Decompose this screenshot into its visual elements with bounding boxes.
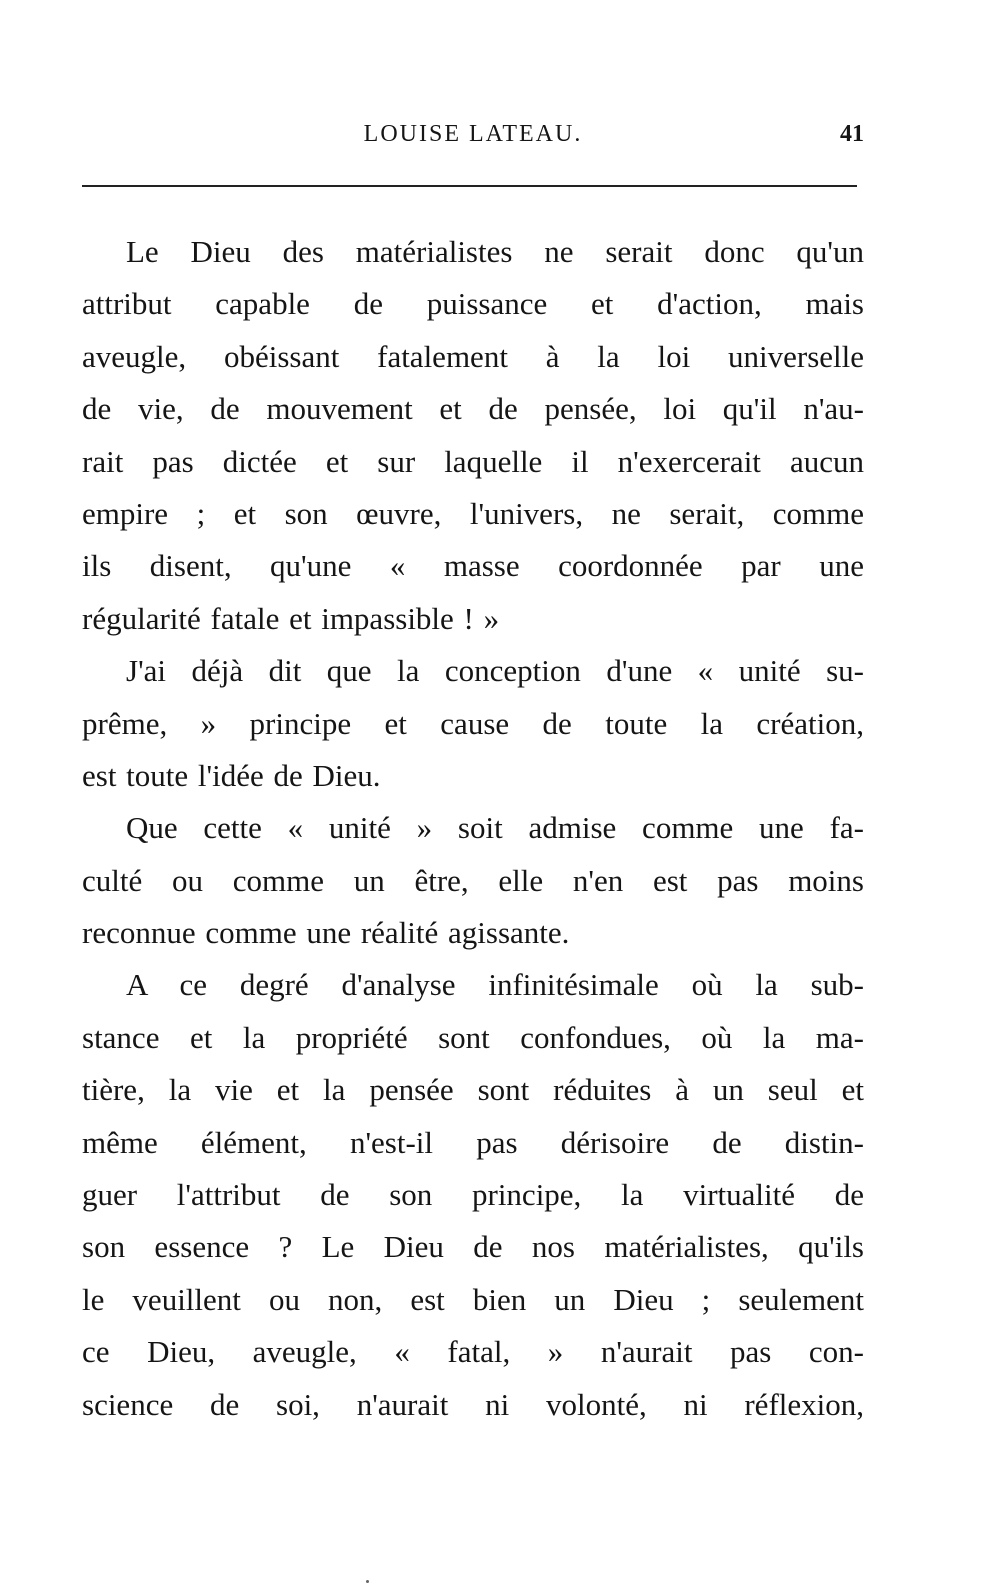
text-line: science de soi, n'aurait ni volonté, ni réflexion, (82, 1386, 864, 1422)
text-line: est toute l'idée de Dieu. (82, 757, 381, 793)
text-line: son essence ? Le Dieu de nos matérialistes, qu'ils (82, 1229, 864, 1265)
text-line: prême, » principe et cause de toute la création, (82, 705, 864, 741)
running-title: LOUISE LATEAU. (363, 121, 583, 147)
text-line: le veuillent ou non, est bien un Dieu ; seulement (82, 1281, 864, 1317)
running-head (82, 116, 864, 152)
page-number: 41 (840, 121, 864, 147)
text-line: tière, la vie et la pensée sont réduites à un seul et (82, 1072, 864, 1108)
text-line: Le Dieu des matérialistes ne serait donc qu'un (126, 234, 864, 269)
text-line: J'ai déjà dit que la conception d'une « unité su- (126, 653, 864, 689)
text-line: ce Dieu, aveugle, « fatal, » n'aurait pas con- (82, 1334, 864, 1370)
text-line: guer l'attribut de son principe, la virtualité de (82, 1177, 864, 1213)
text-line: empire ; et son œuvre, l'univers, ne serait, comme (82, 495, 864, 531)
text-line: même élément, n'est-il pas dérisoire de distin- (82, 1124, 864, 1160)
text-line: ils disent, qu'une « masse coordonnée par une (82, 548, 864, 584)
paragraph (82, 226, 864, 645)
text-line: stance et la propriété sont confondues, où la ma- (82, 1019, 864, 1055)
text-line: rait pas dictée et sur laquelle il n'exercerait aucun (82, 443, 864, 479)
text-line: A ce degré d'analyse infinitésimale où la sub- (126, 967, 864, 1003)
paragraph (82, 959, 864, 1431)
text-line: Que cette « unité » soit admise comme une fa- (126, 810, 864, 846)
text-line: reconnue comme une réalité agissante. (82, 915, 570, 951)
text-line: régularité fatale et impassible ! » (82, 600, 500, 636)
header-rule (82, 185, 857, 187)
text-line: attribut capable de puissance et d'action, mais (82, 286, 864, 322)
text-line: culté ou comme un être, elle n'en est pas moins (82, 862, 864, 898)
text-line: aveugle, obéissant fatalement à la loi universelle (82, 338, 864, 374)
body-text (82, 226, 864, 1431)
text-line: de vie, de mouvement et de pensée, loi qu'il n'au- (82, 391, 864, 427)
print-speck (366, 1580, 369, 1583)
paragraph (82, 645, 864, 802)
paragraph (82, 802, 864, 959)
